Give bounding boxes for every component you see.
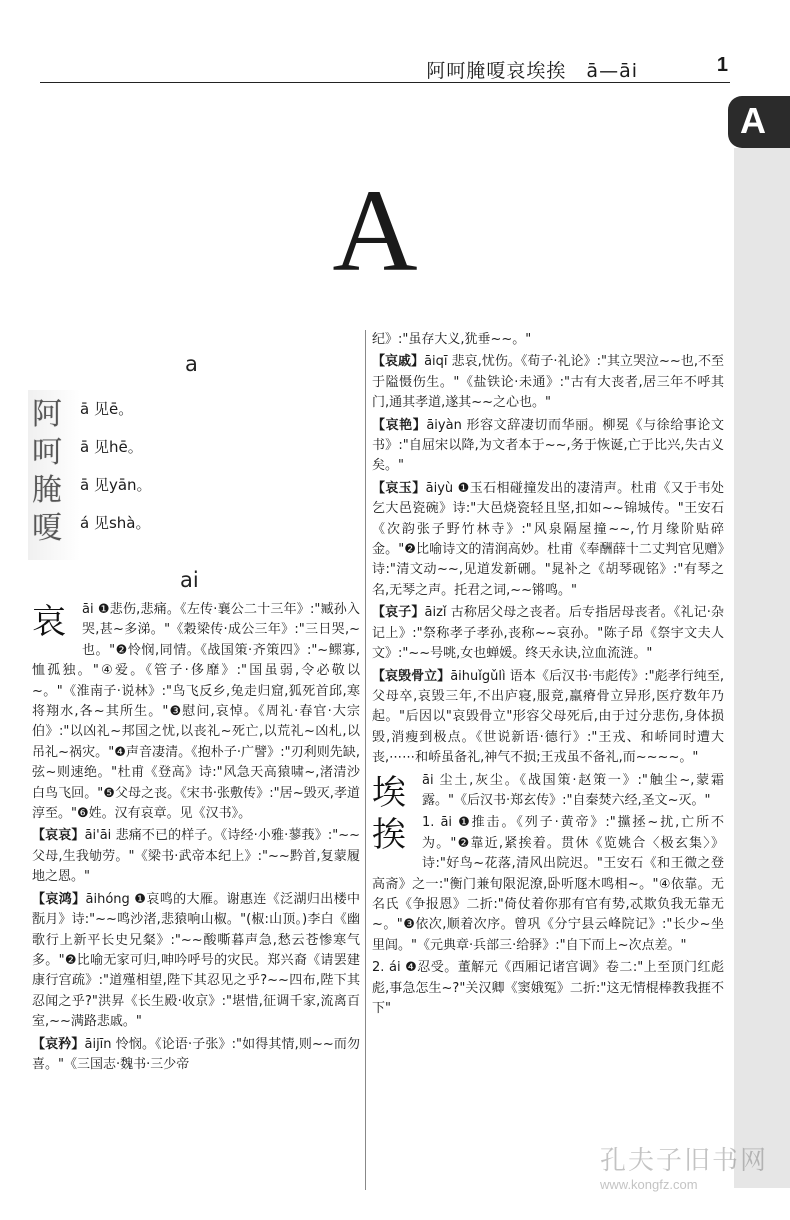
dictionary-entry bbox=[372, 330, 724, 350]
entry-term: 【哀玉】 bbox=[372, 480, 426, 496]
dictionary-entry bbox=[32, 1035, 360, 1076]
entry-text: āiyù ❶玉石相碰撞发出的凄清声。杜甫《又于韦处乞大邑瓷碗》诗:"大邑烧瓷轻且坚,扣如~~锦城传。"王安石《次韵张子野竹林寺》:"风泉隔屋撞~~,竹月缘阶贴碎金。"❷比喻诗文的清润高妙。杜甫《奉酬薛十二丈判官见赠》诗:"清文动~~,见道发新硎。"晁补之《胡琴砚铭》:"有琴之名,无琴之声。托君之词,~~锵鸣。" bbox=[372, 480, 724, 598]
headword-stack bbox=[32, 396, 76, 548]
dictionary-entry bbox=[372, 958, 724, 1019]
column-divider bbox=[365, 330, 366, 1190]
entry-term: 【哀戚】 bbox=[372, 354, 425, 370]
thumb-tab-letter: A bbox=[740, 100, 766, 141]
headword-char: 嗄 bbox=[32, 511, 62, 546]
watermark-name: 孔夫子旧书网 bbox=[600, 1146, 769, 1176]
dictionary-entry bbox=[372, 352, 724, 413]
dictionary-entry bbox=[32, 890, 360, 1033]
entry-term: 【哀艳】 bbox=[372, 417, 427, 433]
entry-text: 1. āi ❶推击。《列子·黄帝》:"攩拯~扰,亡所不为。"❷靠近,紧挨着。贯休《览姚合〈极玄集〉》诗:"好鸟~花落,清风出院迟。"王安石《和王微之登高斋》之一:"衡门兼旬限泥潦,卧听豗木鸣相~。"④依靠。无名氏《争报恩》二折:"倚仗着你那有官有势,忒欺负我无靠无~。"❸依次,顺着次序。曾巩《分宁县云峰院记》:"长少~坐里闾。"《元典章·兵部三·给驿》:"自下而上~次点差。" bbox=[372, 815, 724, 953]
dictionary-entry bbox=[372, 416, 724, 477]
running-head bbox=[40, 42, 730, 83]
entry-headword: 埃 bbox=[372, 772, 406, 813]
headword-char: 阿 bbox=[32, 397, 62, 432]
entry-text: 纪》:"虽存大义,犹垂~~。" bbox=[372, 332, 532, 347]
entry-text: āijīn 怜悯。《论语·子张》:"如得其情,则~~而勿喜。"《三国志·魏书·三少帝 bbox=[32, 1036, 360, 1072]
syllable-heading-a: a bbox=[185, 352, 198, 376]
headword-char: 呵 bbox=[32, 435, 62, 470]
cross-reference: ā 见yān。 bbox=[80, 476, 152, 494]
entry-text: āizǐ 古称居父母之丧者。后专指居母丧者。《礼记·杂记上》:"祭称孝子孝孙,丧称~~哀孙。"陈子昂《祭宇文夫人文》:"~~号咷,女也蝉媛。终天永诀,泣血流涟。" bbox=[372, 605, 724, 662]
entry-text: āiqī 悲哀,忧伤。《荀子·礼论》:"其立哭泣~~也,不至于隘慑伤生。"《盐铁论·未通》:"古有大丧者,居三年不呼其门,通其孝道,遂其~~之心也。" bbox=[372, 354, 724, 411]
dictionary-entry bbox=[372, 603, 724, 664]
entry-term: 【哀毁骨立】 bbox=[372, 668, 451, 684]
entry-term: 【哀矜】 bbox=[32, 1036, 85, 1052]
entry-headword: 哀 bbox=[32, 602, 66, 642]
headword-char: 腌 bbox=[32, 473, 62, 508]
entry-text: āihuǐgǔlì 语本《后汉书·韦彪传》:"彪孝行纯至,父母卒,哀毁三年,不出庐寝,服竟,羸瘠骨立异形,医疗数年乃起。"后因以"哀毁骨立"形容父母死后,由于过分悲伤,身体损毁,消瘦到极点。《世说新语·德行》:"王戎、和峤同时遭大丧,⋯⋯和峤虽备礼,神气不损;王戎虽不备礼,而~~~~。" bbox=[372, 668, 724, 766]
cross-reference: á 见shà。 bbox=[80, 514, 151, 532]
entry-text: āi ❶悲伤,悲痛。《左传·襄公二十三年》:"臧孙入哭,甚~多涕。"《穀梁传·成公三年》:"三日哭,~也。"❷怜悯,同情。《战国策·齐策四》:"~鳏寡,恤孤独。"④爱。《管子·侈靡》:"国虽弱,令必敬以~。"《淮南子·说林》:"鸟飞反乡,兔走归窟,狐死首邱,寒将翔水,各~其所生。"❸慰问,哀悼。《周礼·春官·大宗伯》:"以凶礼~邦国之忧,以丧礼~死亡,以荒礼~凶札,以吊礼~祸灾。"❹声音凄清。《抱朴子·广譬》:"刃利则先缺,弦~则速绝。"杜甫《登高》诗:"风急天高猿啸~,渚清沙白鸟飞回。"❺父母之丧。《宋书·张敷传》:"居~毁灭,孝道淳至。"❻姓。汉有哀章。见《汉书》。 bbox=[32, 602, 360, 822]
dictionary-entry bbox=[372, 667, 724, 769]
dictionary-entry bbox=[32, 826, 360, 887]
page-number: 1 bbox=[716, 54, 728, 76]
cross-reference: ā 见ē。 bbox=[80, 400, 134, 418]
dictionary-entry bbox=[32, 600, 360, 824]
entry-term: 【哀鸿】 bbox=[32, 891, 86, 907]
thumb-tab-band bbox=[734, 148, 790, 1188]
section-letter: A bbox=[332, 165, 418, 296]
cross-reference: ā 见hē。 bbox=[80, 438, 143, 456]
left-column bbox=[32, 600, 360, 1077]
entry-term: 【哀子】 bbox=[372, 605, 425, 621]
entry-text: āi'āi 悲痛不已的样子。《诗经·小雅·蓼莪》:"~~父母,生我劬劳。"《梁书·武帝本纪上》:"~~黔首,复蒙履地之恩。" bbox=[32, 828, 360, 885]
syllable-heading-ai: ai bbox=[180, 568, 199, 592]
entry-term: 【哀哀】 bbox=[32, 828, 85, 844]
cross-reference-list bbox=[80, 390, 340, 542]
dictionary-entry bbox=[372, 771, 724, 812]
entry-headword: 挨 bbox=[372, 815, 406, 856]
dictionary-entry bbox=[372, 479, 724, 601]
entry-text: 2. ái ❹忍受。董解元《西厢记诸宫调》卷二:"上至顶门红彪彪,事急怎生~?"关汉卿《窦娥冤》二折:"这无情棍棒教我捱不下" bbox=[372, 960, 724, 1016]
thumb-tab bbox=[728, 96, 790, 148]
entry-text: āiyàn 形容文辞凄切而华丽。柳冕《与徐给事论文书》:"自屈宋以降,为文者本于~~,务于恢诞,亡于比兴,失古义矣。" bbox=[372, 417, 724, 474]
right-column bbox=[372, 330, 724, 1021]
entry-text: āihóng ❶哀鸣的大雁。谢惠连《泛湖归出楼中翫月》诗:"~~鸣沙渚,悲猿响山椒。"(椒:山顶。)李白《幽歌行上新平长史兄粲》:"~~酸嘶暮声急,愁云苍惨寒气多。"❷比喻无家可归,呻吟呼号的灾民。郑兴裔《请罢建康行宫疏》:"道殣相望,陛下其忍见之乎?~~四布,陛下其忍闻之乎?"洪昇《长生殿·收京》:"堪惜,征调千家,流离百室,~~满路悲戚。" bbox=[32, 891, 360, 1030]
watermark-url: www.kongfz.com bbox=[600, 1177, 698, 1192]
dictionary-entry bbox=[372, 813, 724, 956]
entry-text: āi 尘土,灰尘。《战国策·赵策一》:"触尘~,蒙霜露。"《后汉书·郑玄传》:"自秦焚六经,圣文~灭。" bbox=[422, 772, 724, 808]
running-head-headwords: 阿呵腌嗄哀埃挨 ā—āi bbox=[426, 60, 638, 82]
